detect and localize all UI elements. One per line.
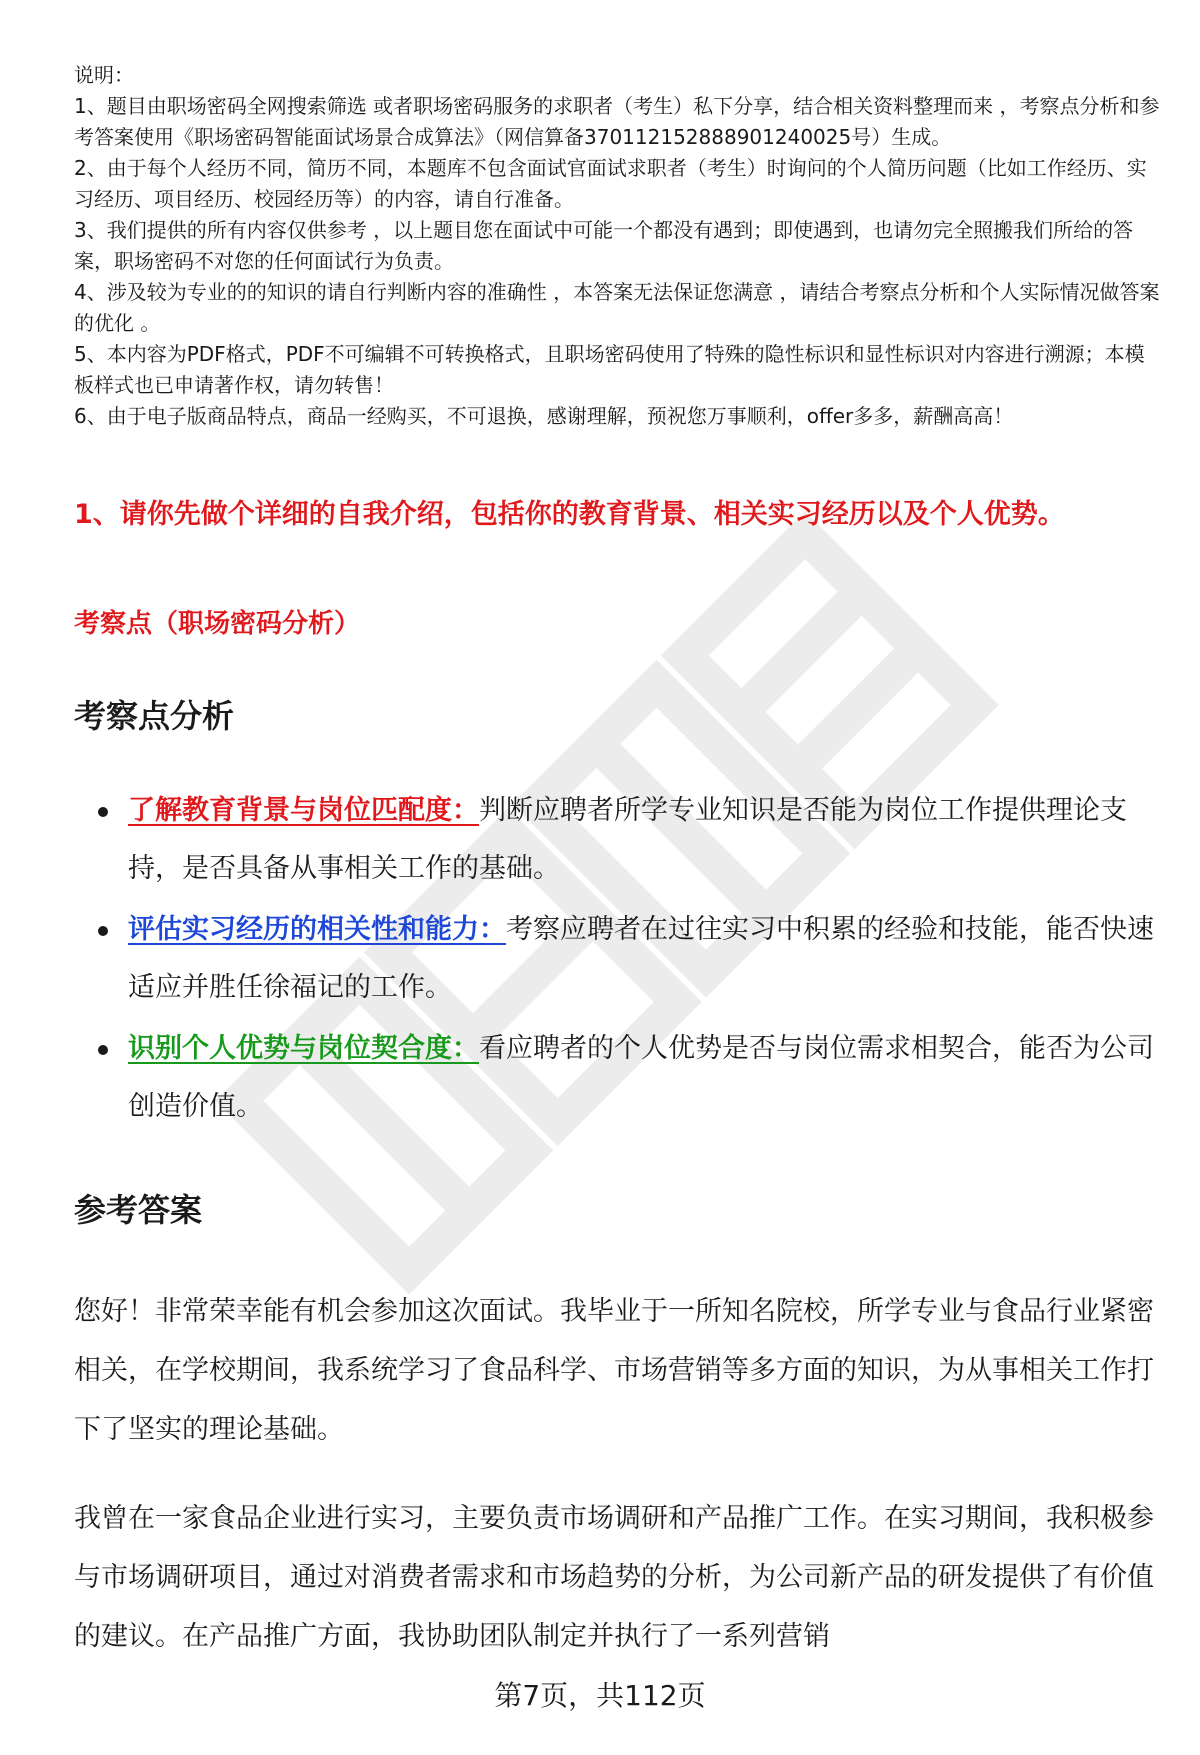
bullet-text: 判断应聘者所学专业知识是否能为岗位工作提供理论支持，是否具备从事相关工作的基础。	[128, 795, 1127, 884]
analysis-label: 考察点（职场密码分析）	[74, 609, 361, 639]
bullet-dot	[98, 1045, 108, 1055]
note-item-2: 2、由于每个人经历不同，简历不同，本题库不包含面试官面试求职者（考生）时询问的个人简历问题（比如工作经历、实习经历、项目经历、校园经历等）的内容，请自行准备。	[74, 156, 1147, 211]
bullet-dot	[98, 807, 108, 817]
bullet-key: 了解教育背景与岗位匹配度：	[128, 795, 479, 826]
interview-question: 1、请你先做个详细的自我介绍，包括你的教育背景、相关实习经历以及个人优势。	[74, 499, 1065, 530]
answer-paragraph-2: 我曾在一家食品企业进行实习，主要负责市场调研和产品推广工作。在实习期间，我积极参与市场调研项目，通过对消费者需求和市场趋势的分析，为公司新产品的研发提供了有价值的建议。在产品推广方面，我协助团队制定并执行了一系列营销	[74, 1503, 1154, 1652]
bullet-text: 考察应聘者在过往实习中积累的经验和技能，能否快速适应并胜任徐福记的工作。	[128, 914, 1154, 1003]
answer-heading: 参考答案	[74, 1191, 203, 1229]
note-item-4: 4、涉及较为专业的的知识的请自行判断内容的准确性 ，本答案无法保证您满意 ，请结合考察点分析和个人实际情况做答案的优化 。	[74, 280, 1160, 335]
analysis-bullet-2	[96, 901, 1156, 1017]
answer-body	[74, 1282, 1154, 1696]
note-item-3: 3、我们提供的所有内容仅供参考 ，以上题目您在面试中可能一个都没有遇到；即使遇到，也请勿完全照搬我们所给的答案，职场密码不对您的任何面试行为负责。	[74, 218, 1134, 273]
note-item-6: 6、由于电子版商品特点，商品一经购买，不可退换，感谢理解，预祝您万事顺利，offer多多，薪酬高高！	[74, 404, 1014, 428]
notes-title: 说明：	[74, 63, 134, 87]
analysis-heading: 考察点分析	[74, 697, 235, 735]
bullet-dot	[98, 926, 108, 936]
note-item-5: 5、本内容为PDF格式，PDF不可编辑不可转换格式，且职场密码使用了特殊的隐性标识和显性标识对内容进行溯源；本模板样式也已申请著作权，请勿转售！	[74, 342, 1145, 397]
analysis-bullet-1	[96, 782, 1156, 898]
analysis-bullet-3	[96, 1020, 1156, 1136]
bullet-key: 评估实习经历的相关性和能力：	[128, 914, 506, 945]
bullet-text: 看应聘者的个人优势是否与岗位需求相契合，能否为公司创造价值。	[128, 1033, 1154, 1122]
disclaimer-notes	[74, 60, 1164, 432]
page-number: 第7页，共112页	[494, 1679, 706, 1712]
note-item-1: 1、题目由职场密码全网搜索筛选 或者职场密码服务的求职者（考生）私下分享，结合相关资料整理而来 ，考察点分析和参考答案使用《职场密码智能面试场景合成算法》（网信算备370112152888901240025号）生成。	[74, 94, 1160, 149]
bullet-key: 识别个人优势与岗位契合度：	[128, 1033, 479, 1064]
analysis-bullet-list	[96, 782, 1156, 1139]
answer-paragraph-1: 您好！非常荣幸能有机会参加这次面试。我毕业于一所知名院校，所学专业与食品行业紧密相关，在学校期间，我系统学习了食品科学、市场营销等多方面的知识，为从事相关工作打下了坚实的理论基础。	[74, 1296, 1154, 1445]
